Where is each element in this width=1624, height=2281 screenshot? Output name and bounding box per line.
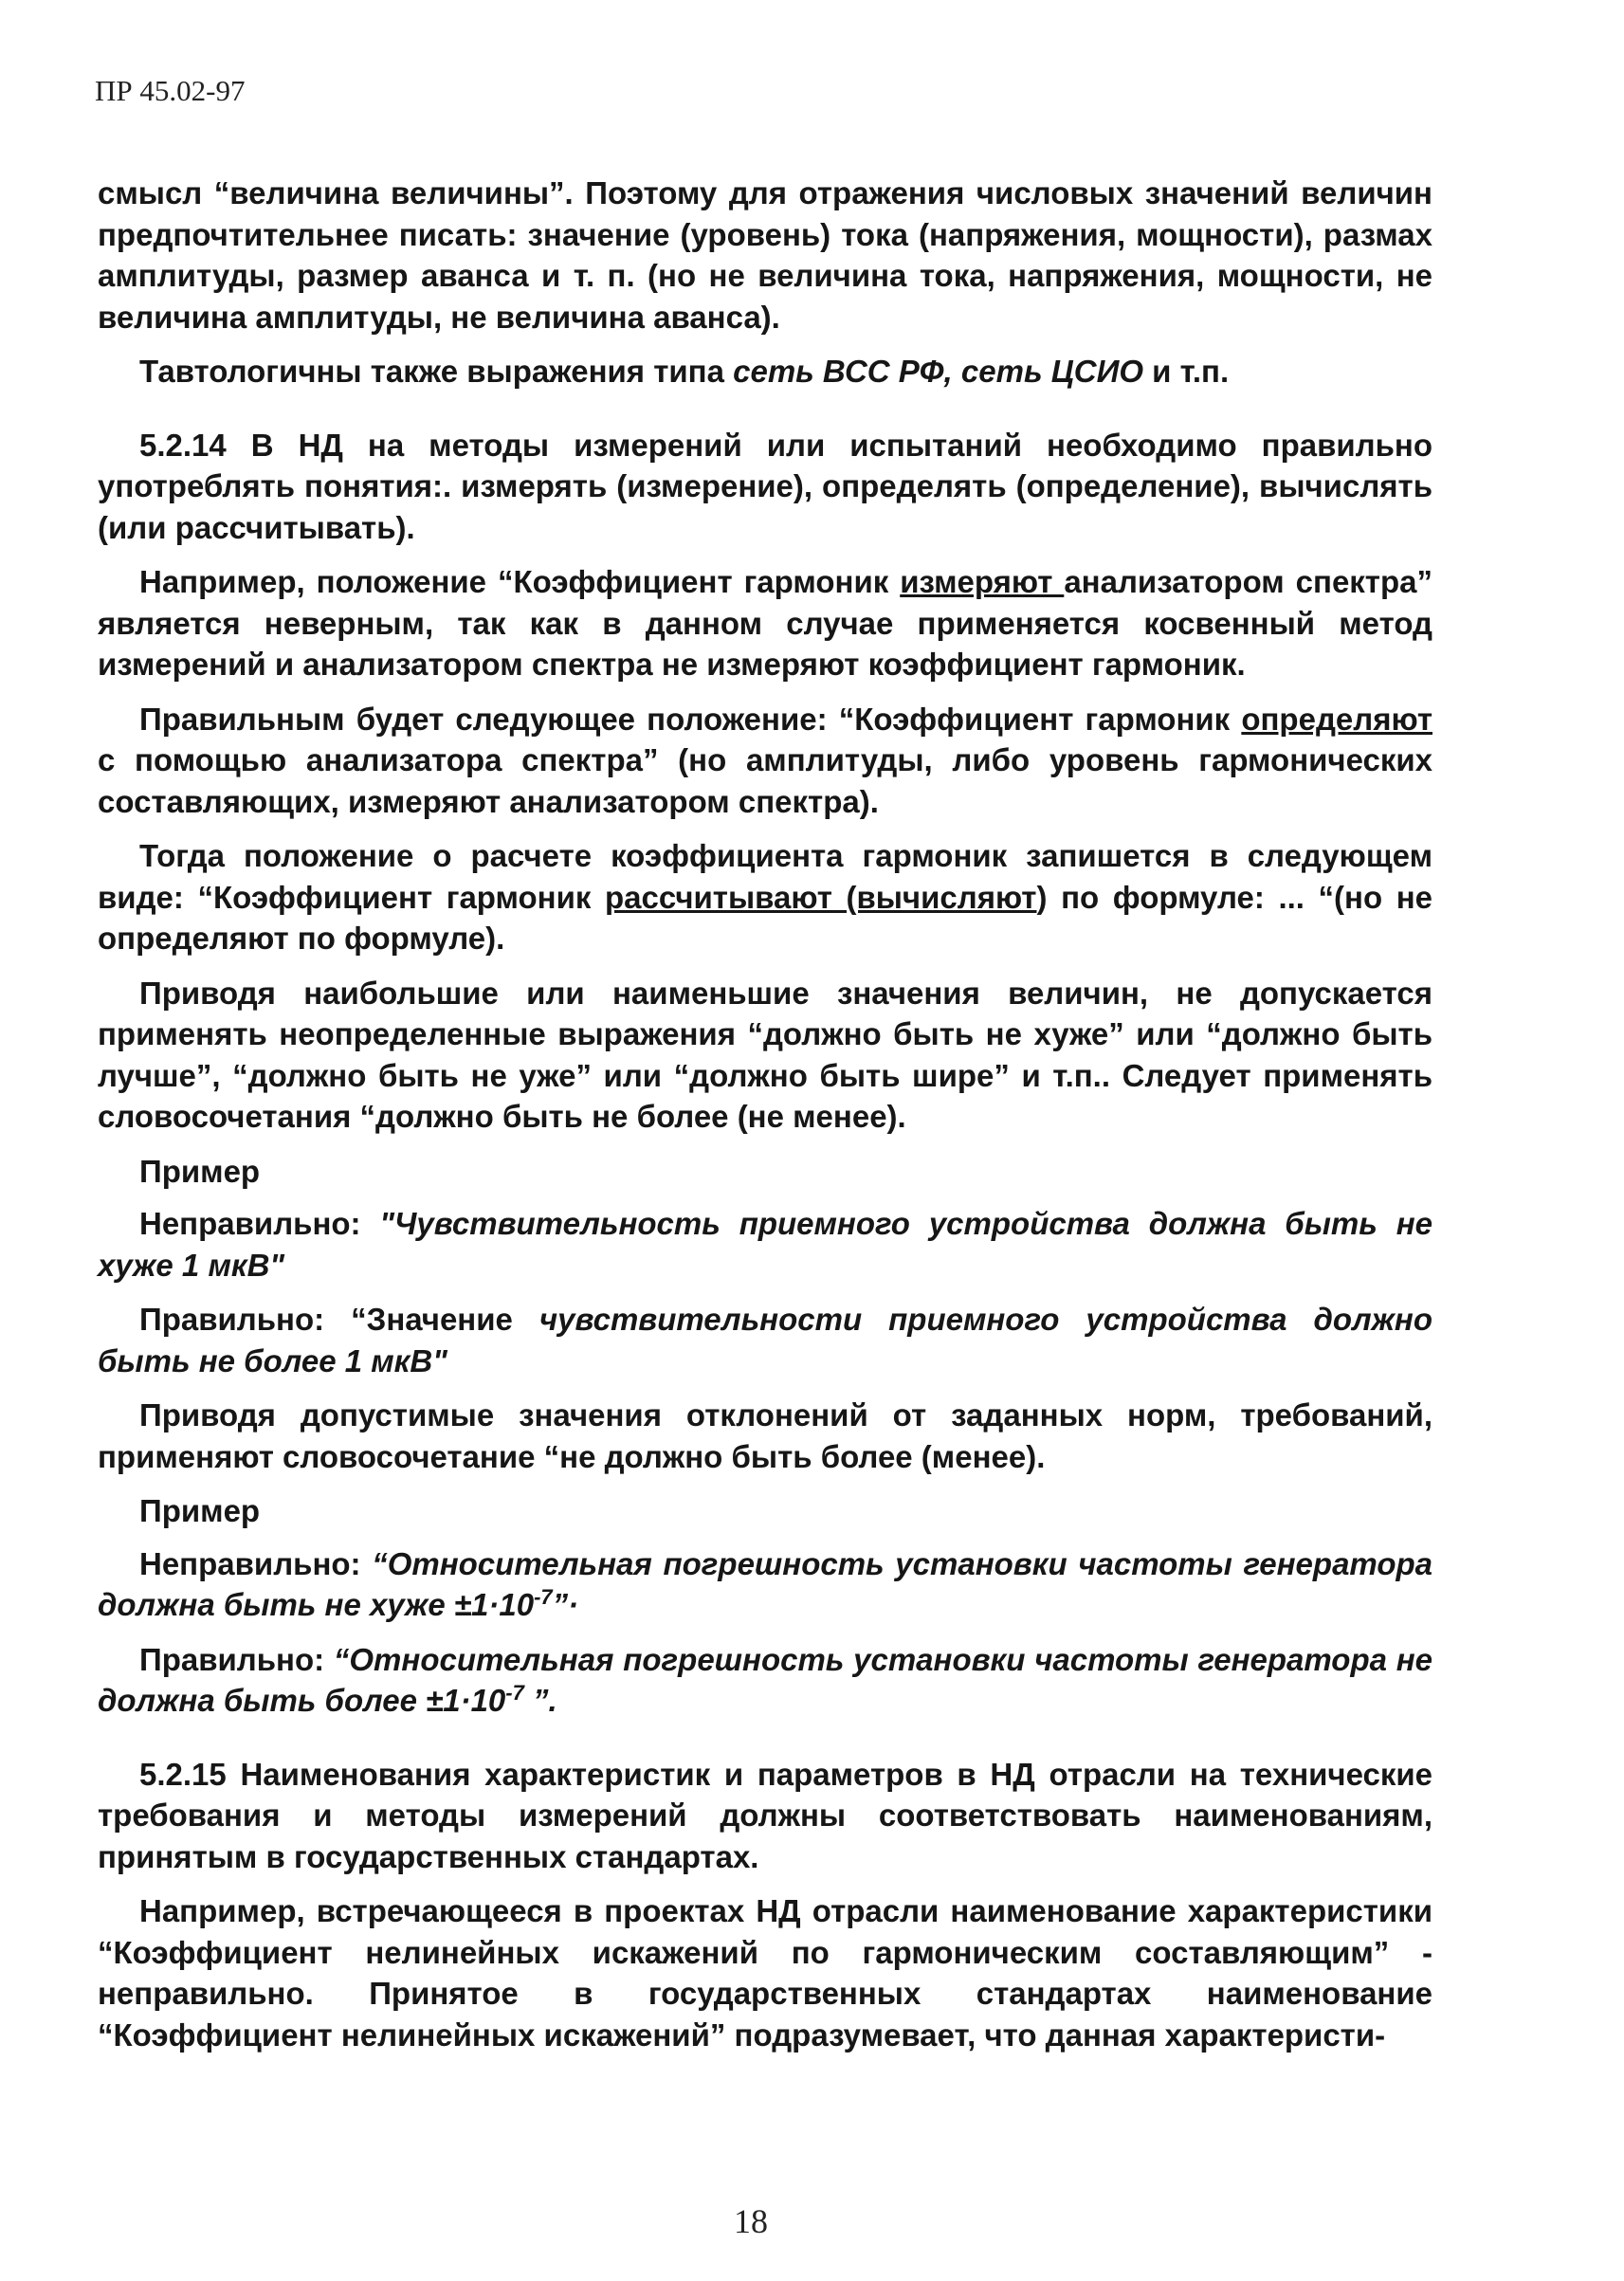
document-code-header: ПР 45.02-97 [95, 74, 246, 107]
underlined-text: определяют [1241, 701, 1432, 737]
right-label: Правильно: [139, 1302, 352, 1337]
italic-text: ”. [523, 1683, 557, 1718]
text-run: Например, положение “Коэффициент гармоник [139, 564, 901, 599]
text-run: Правильным будет следующее положение: “Коэффициент гармоник [139, 701, 1242, 737]
paragraph-example-wrong [98, 561, 1432, 685]
example-wrong-1 [98, 1203, 1432, 1286]
section-5-2-14: 5.2.14 В НД на методы измерений или испытаний необходимо правильно употреблять понятия:. измерять (измерение), определять (определение), вычислять (или рассчитывать). [98, 427, 1432, 545]
paragraph-limits: Приводя наибольшие или наименьшие значения величин, не допускается применять неопределенные выражения “должно быть не хуже” или “должно быть лучше”, “должно быть не уже” или “должно быть шире” и т.п.. Следует применять словосочетания “должно быть не более (не менее). [98, 975, 1432, 1134]
underlined-text: измеряют [900, 564, 1065, 599]
italic-text: чувствительности приемного устройства должно быть не более 1 мкВ" [98, 1302, 1432, 1378]
italic-text: сеть ВСС РФ, сеть ЦСИО [733, 354, 1143, 389]
section-5-2-15: 5.2.15 Наименования характеристик и параметров в НД отрасли на технические требования и методы измерений должны соответствовать наименованиям, принятым в государственных стандартах. [98, 1756, 1432, 1874]
wrong-label: Неправильно: [139, 1206, 380, 1241]
example-right-2 [98, 1639, 1432, 1722]
italic-text: ”· [552, 1587, 579, 1622]
italic-text: "Чувствительность приемного устройства должна быть не хуже 1 мкВ" [98, 1206, 1432, 1283]
example-label-1: Пример [139, 1153, 261, 1189]
text-run: анализатором спектра” является неверным, так как в данном случае применяется косвенный метод измерений и анализатором спектра не измеряют коэффициент гармоник. [98, 564, 1432, 682]
paragraph-continuation: смысл “величина величины”. Поэтому для отражения числовых значений величин предпочтительнее писать: значение (уровень) тока (напряжения, мощности), размах амплитуды, размер аванса и т. п. (но не величина тока, напряжения, мощности, не величина амплитуды, не величина аванса). [98, 175, 1432, 335]
text-run: “Значение [351, 1302, 539, 1337]
paragraph-calculation [98, 835, 1432, 959]
wrong-label: Неправильно: [139, 1545, 373, 1581]
text-run: и т.п. [1143, 354, 1230, 389]
underlined-text: рассчитывают (вычисляют [605, 879, 1037, 915]
exponent: -7 [534, 1585, 553, 1609]
paragraph-deviations: Приводя допустимые значения отклонений от заданных норм, требований, применяют словосочетание “не должно быть более (менее). [98, 1397, 1432, 1474]
paragraph-tautology [98, 351, 1432, 392]
paragraph-example-right [98, 699, 1432, 823]
document-body [98, 173, 1432, 2069]
text-run: ) по формуле: ... “(но не определяют по формуле). [98, 879, 1433, 956]
text-run: с помощью анализатора спектра” (но амплитуды, либо уровень гармонических составляющих, измеряют анализатором спектра). [98, 742, 1432, 819]
example-right-1 [98, 1299, 1432, 1381]
italic-text: “Относительная погрешность установки частоты генератора должна быть не хуже ±1·10 [98, 1545, 1432, 1622]
right-label: Правильно: [139, 1641, 334, 1677]
text-run: Тавтологичны также выражения типа [139, 354, 734, 389]
text-run: Тогда положение о расчете коэффициента гармоник запишется в следующем виде: “Коэффициент гармоник [98, 838, 1432, 915]
example-wrong-2 [98, 1543, 1432, 1626]
page-number: 18 [734, 2202, 768, 2240]
exponent: -7 [505, 1681, 524, 1705]
paragraph-names-example: Например, встречающееся в проектах НД отрасли наименование характеристики “Коэффициент нелинейных искажений по гармоническим составляющим” - неправильно. Принятое в государственных стандартах наименование “Коэффициент нелинейных искажений” подразумевает, что данная характеристи- [98, 1893, 1432, 2053]
example-label-2: Пример [139, 1493, 261, 1528]
italic-text: “Относительная погрешность установки частоты генератора не должна быть более ±1·10 [98, 1641, 1432, 1718]
